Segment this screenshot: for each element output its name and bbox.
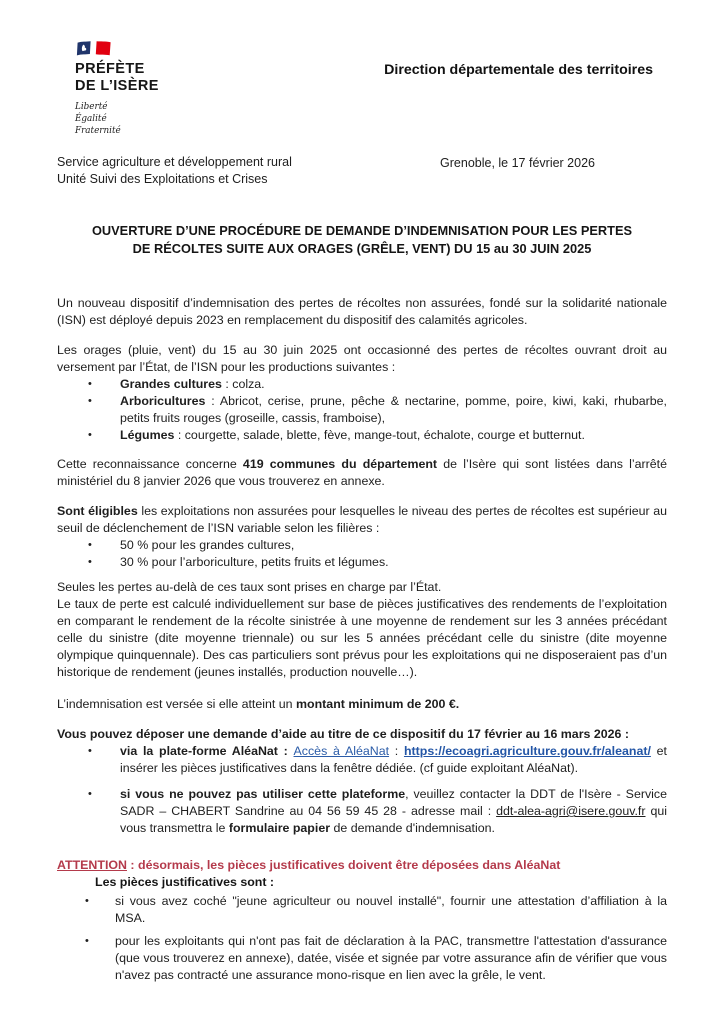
document-title [57, 222, 667, 258]
paragraph-communes [57, 456, 667, 490]
bullet-icon: • [88, 556, 92, 568]
text-segment-bold: 419 communes du département [242, 457, 438, 471]
list-item-lead: Arboricultures [120, 394, 206, 408]
subheader [57, 154, 667, 188]
logo-motto-egalite: Égalité [75, 114, 107, 124]
list-item-sep: : [221, 377, 233, 391]
text-segment: de l’Isère qui sont listées dans l’arrêté ministériel du 8 janvier 2026 que vous trouverez en annexe. [57, 457, 667, 488]
text-segment: : [277, 744, 294, 758]
list-item [57, 893, 667, 927]
header [57, 40, 667, 137]
dateline: Grenoble, le 17 février 2026 [440, 156, 595, 170]
service-line1: Service agriculture et développement rural [57, 155, 292, 169]
french-flag-icon [75, 40, 113, 58]
paragraph-eligibles [57, 503, 667, 537]
depot-list [57, 743, 667, 837]
list-item [57, 554, 667, 571]
text-segment: , veuillez contacter la DDT de l'Isère - Service SADR – CHABERT Sandrine au 04 56 59 45 28 - adresse mail : [120, 787, 667, 818]
list-item [57, 933, 667, 984]
list-item [57, 537, 667, 554]
bullet-icon: • [88, 539, 92, 551]
text-segment: les exploitations non assurées pour lesquelles le niveau des pertes de récoltes est supérieur au seuil de déclenchement de l’ISN variable selon les filières : [57, 504, 667, 535]
list-item [57, 427, 667, 444]
text-segment-bold: Vous pouvez déposer une demande d’aide au titre de ce dispositif du 17 février au 16 mars 2026 [57, 727, 622, 741]
list-item-text: pour les exploitants qui n'ont pas fait de déclaration à la PAC, transmettre l'attestation d'assurance (que vous trouverez en annexe), datée, visée et signée par votre assurance afin de vérifier que vous n'avez pas contracté une assurance mono-risque en lien avec la grêle, le vent. [115, 934, 667, 982]
prefecture-logo [57, 40, 295, 137]
list-item-text: Abricot, cerise, prune, pêche & nectarine, pomme, poire, kiwi, kaki, rhubarbe, petits fruits rouges (groseille, cassis, framboise), [120, 394, 667, 425]
list-item [57, 786, 667, 837]
text-segment: qui vous transmettra le [120, 804, 667, 835]
attention-banner [57, 857, 667, 874]
text-segment: de demande d'indemnisation. [330, 821, 495, 835]
bullet-icon: • [85, 935, 89, 947]
attention-text: : désormais, les pièces justificatives doivent être déposées dans AléaNat [126, 858, 561, 872]
bullet-icon: • [88, 429, 92, 441]
text-segment-bold: formulaire papier [228, 821, 331, 835]
pieces-list [57, 893, 667, 984]
document-body [57, 295, 667, 984]
text-segment: L’indemnisation est versée si elle atteint un [57, 697, 297, 711]
attention-label: ATTENTION [57, 858, 127, 872]
text-segment: et insérer les pièces justificatives dans la fenêtre dédiée. (cf guide exploitant AléaNat). [120, 744, 667, 775]
paragraph-intro: Un nouveau dispositif d’indemnisation des pertes de récoltes non assurées, fondé sur la solidarité nationale (ISN) est déployé depuis 2023 en remplacement du dispositif des calamités agricoles. [57, 296, 667, 327]
paragraph-montant [57, 696, 667, 713]
attention-subtitle: Les pièces justificatives sont : [95, 875, 275, 889]
text-segment-bold: Sont éligibles [57, 504, 138, 518]
document-title-line2: DE RÉCOLTES SUITE AUX ORAGES (GRÊLE, VENT) DU 15 au 30 JUIN 2025 [132, 241, 592, 256]
list-item-lead: si vous ne pouvez pas utiliser cette plateforme [120, 787, 406, 801]
list-item [57, 393, 667, 427]
text-segment-bold: montant minimum de 200 €. [296, 697, 460, 711]
aleanat-url-link[interactable]: https://ecoagri.agriculture.gouv.fr/aleanat/ [403, 744, 651, 758]
list-item-sep: : [174, 428, 185, 442]
document-title-line1: OUVERTURE D’UNE PROCÉDURE DE DEMANDE D’INDEMNISATION POUR LES PERTES [91, 223, 633, 238]
bullet-icon: • [85, 895, 89, 907]
paragraph-depot [57, 726, 667, 743]
list-item [57, 743, 667, 777]
paragraph-seules: Seules les pertes au-delà de ces taux sont prises en charge par l’État. [57, 580, 442, 594]
bullet-icon: • [88, 745, 92, 757]
service-line2: Unité Suivi des Exploitations et Crises [57, 172, 268, 186]
logo-motto-liberte: Liberté [75, 102, 108, 112]
paragraph-taux: Le taux de perte est calculé individuellement sur base de pièces justificatives des rendements de l’exploitation en comparant le rendement de la récolte sinistrée à une moyenne de rendement sur les 3 années précédant celle du sinistre (dite moyenne triennale) ou sur les 5 années précédant celle du sinistre (dite moyenne olympique quinquennale). Des cas particuliers sont prévus pour les exploitations qui ne disposeraient pas d’un historique de rendement (jeunes installés, production nouvelle…). [57, 597, 667, 679]
text-segment: Cette reconnaissance concerne [57, 457, 243, 471]
seuil-list [57, 537, 667, 571]
list-item [57, 376, 667, 393]
bullet-icon: • [88, 788, 92, 800]
service-block [57, 154, 292, 188]
list-item-lead: Légumes [120, 428, 175, 442]
logo-motto-fraternite: Fraternité [75, 126, 121, 136]
list-item-lead: via la plate-forme AléaNat [120, 744, 278, 758]
direction-title: Direction départementale des territoires [384, 62, 653, 78]
production-list [57, 376, 667, 444]
bullet-icon: • [88, 395, 92, 407]
list-item-sep: : [205, 394, 220, 408]
list-item-text: courgette, salade, blette, fève, mange-tout, échalote, courge et butternut. [184, 428, 585, 442]
list-item-text: colza. [232, 377, 265, 391]
list-item-text: si vous avez coché "jeune agriculteur ou nouvel installé", fournir une attestation d’affiliation à la MSA. [115, 894, 667, 925]
text-segment: : [389, 744, 404, 758]
logo-title-line1: PRÉFÈTE [75, 61, 145, 77]
aleanat-access-link[interactable]: Accès à AléaNat [293, 744, 390, 758]
bullet-icon: • [88, 378, 92, 390]
list-item-lead: Grandes cultures [120, 377, 222, 391]
text-segment: : [621, 727, 629, 741]
list-item-text: 30 % pour l’arboriculture, petits fruits et légumes. [120, 555, 389, 569]
list-item-text: 50 % pour les grandes cultures, [120, 538, 295, 552]
ddt-email-link[interactable]: ddt-alea-agri@isere.gouv.fr [496, 804, 646, 818]
paragraph-orages: Les orages (pluie, vent) du 15 au 30 juin 2025 ont occasionné des pertes de récoltes ouvrant droit au versement par l’État, de l’ISN pour les productions suivantes : [57, 343, 667, 374]
logo-title-line2: DE L’ISÈRE [75, 78, 159, 94]
